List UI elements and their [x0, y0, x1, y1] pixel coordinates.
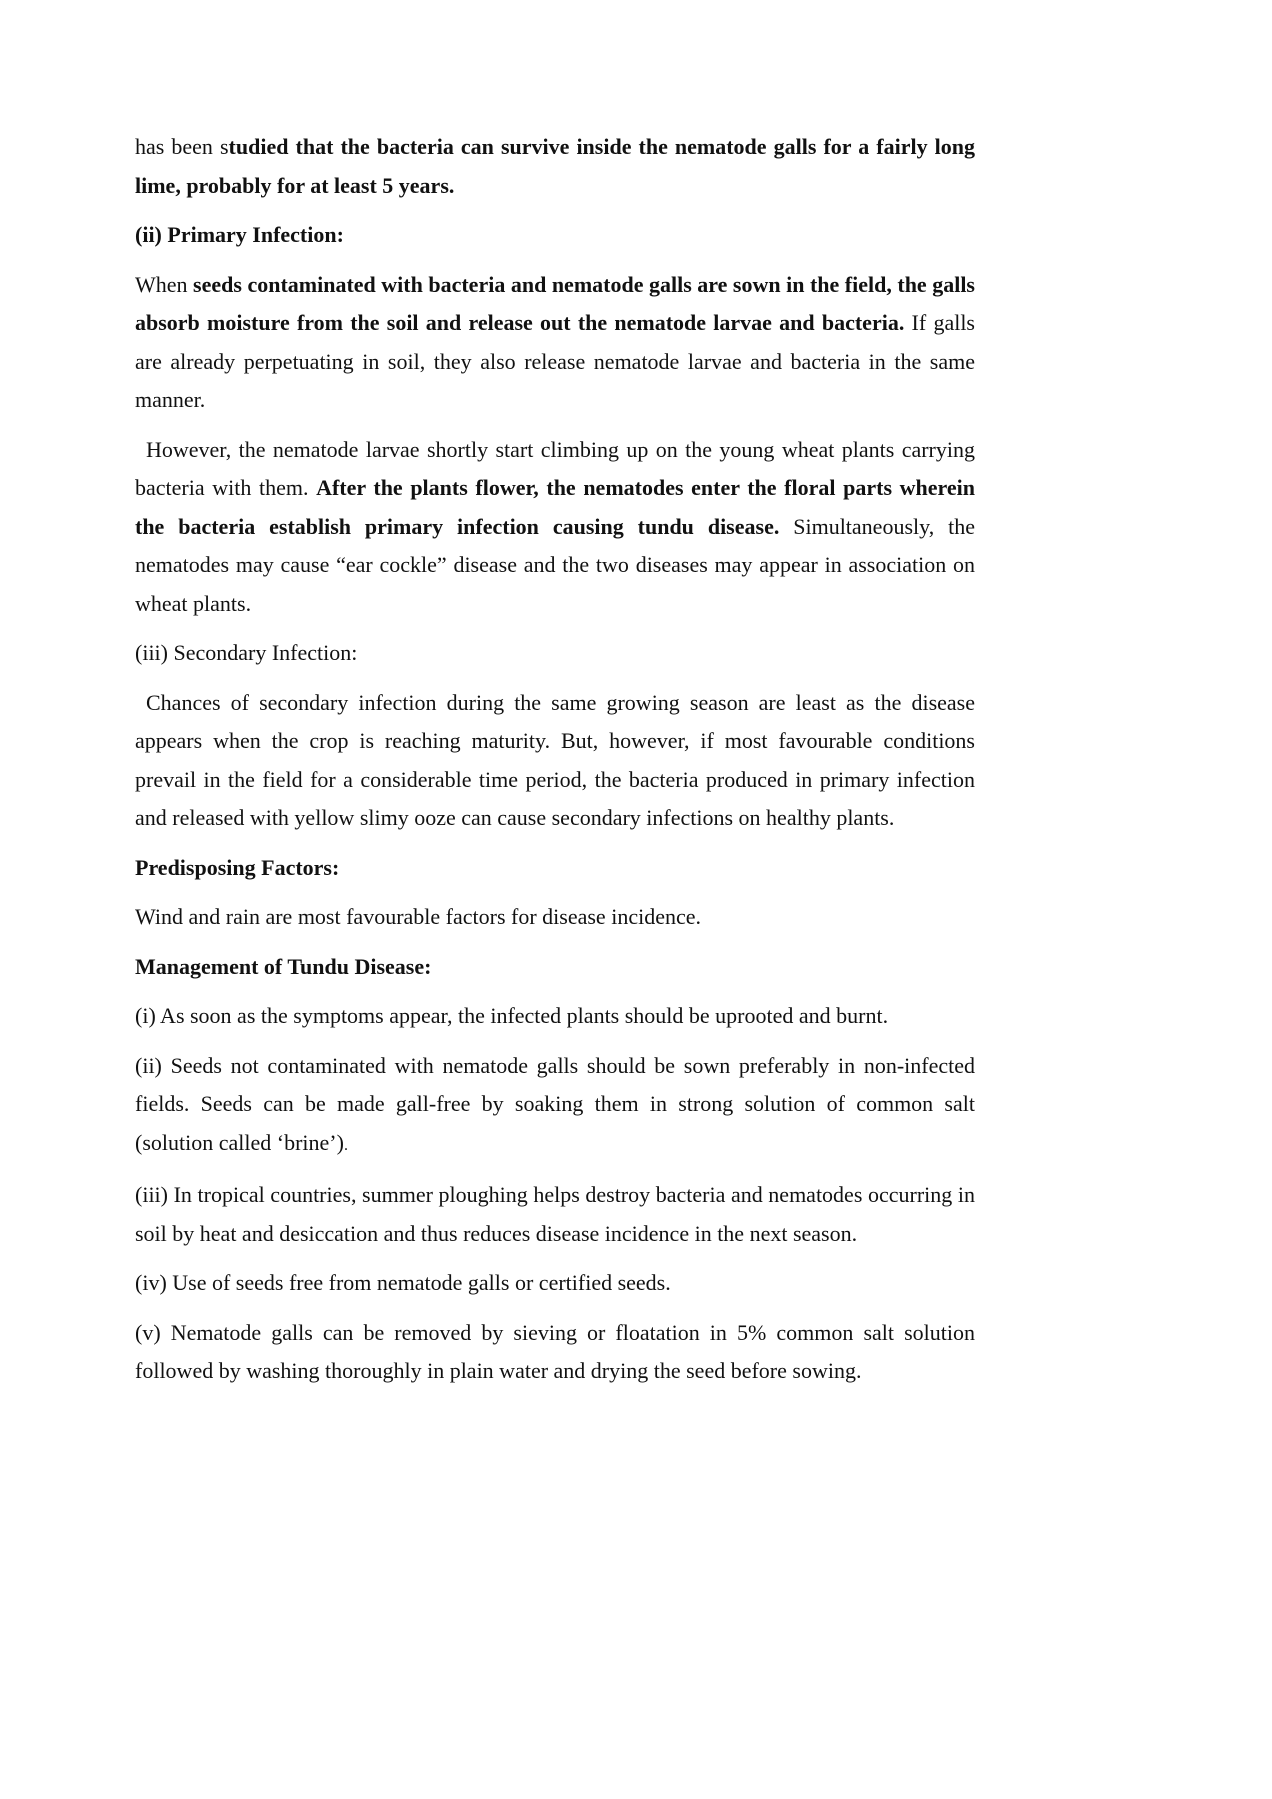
text-run-bold: After the plants flower, the nematodes enter the floral parts wherein the bacteria establish primary infection causing tundu disease.: [135, 475, 975, 539]
management-item-2: [135, 1047, 975, 1166]
management-item-1: [135, 997, 975, 1036]
heading-text: (ii) Primary Infection:: [135, 222, 344, 247]
management-item-5: [135, 1314, 975, 1391]
text-run: has been s: [135, 134, 229, 159]
paragraph-secondary-infection: [135, 684, 975, 838]
heading-primary-infection: [135, 216, 975, 255]
text-run: (iii) In tropical countries, summer ploughing helps destroy bacteria and nematodes occurring in soil by heat and desiccation and thus reduces disease incidence in the next season.: [135, 1182, 975, 1246]
paragraph-nematode-climbing: [135, 431, 975, 624]
management-item-4: [135, 1264, 975, 1303]
text-run: (ii) Seeds not contaminated with nematode galls should be sown preferably in non-infected fields. Seeds can be made gall-free by soaking them in strong solution of common salt (solution called ‘brine’): [135, 1052, 975, 1155]
heading-text: Management of Tundu Disease:: [135, 953, 432, 979]
text-run: Simultaneously, the nematodes may cause “ear cockle” disease and the two diseases may appear in association on wheat plants.: [135, 513, 975, 616]
text-run: (i) As soon as the symptoms appear, the infected plants should be uprooted and burnt.: [135, 1003, 889, 1028]
text-run: Wind and rain are most favourable factors for disease incidence.: [135, 904, 701, 929]
heading-predisposing-factors: [135, 849, 975, 888]
text-run: Chances of secondary infection during the same growing season are least as the disease appears when the crop is reaching maturity. But, however, if most favourable conditions prevail in the field for a considerable time period, the bacteria produced in primary infection and released with yellow slimy ooze can cause secondary infections on healthy plants.: [135, 689, 975, 830]
management-item-3: [135, 1176, 975, 1253]
document-page: [135, 128, 975, 1402]
text-run: (v) Nematode galls can be removed by sieving or floatation in 5% common salt solution followed by washing thoroughly in plain water and drying the seed before sowing.: [135, 1319, 975, 1383]
paragraph-bacteria-survival: [135, 128, 975, 205]
text-run: (iv) Use of seeds free from nematode galls or certified seeds.: [135, 1270, 671, 1295]
text-run-bold: seeds contaminated with bacteria and nematode galls are sown in the field, the galls absorb moisture from the soil and release out the nematode larvae and bacteria.: [135, 271, 975, 335]
text-run-bold: tudied that the bacteria can survive inside the nematode galls for a fairly long lime, probably for at least 5 years.: [135, 134, 976, 198]
text-run: However, the nematode larvae shortly start climbing up on the young wheat plants carrying bacteria with them.: [135, 436, 975, 500]
heading-text: (iii) Secondary Infection:: [135, 640, 358, 665]
heading-secondary-infection: [135, 634, 975, 673]
text-run-small: .: [343, 1136, 348, 1154]
text-run: If galls are already perpetuating in soil, they also release nematode larvae and bacteria in the same manner.: [135, 310, 975, 412]
text-run: When: [135, 271, 194, 297]
heading-text: Predisposing Factors:: [135, 854, 340, 880]
heading-management: [135, 948, 975, 987]
paragraph-primary-infection: [135, 266, 975, 420]
paragraph-predisposing-factors: [135, 898, 975, 937]
